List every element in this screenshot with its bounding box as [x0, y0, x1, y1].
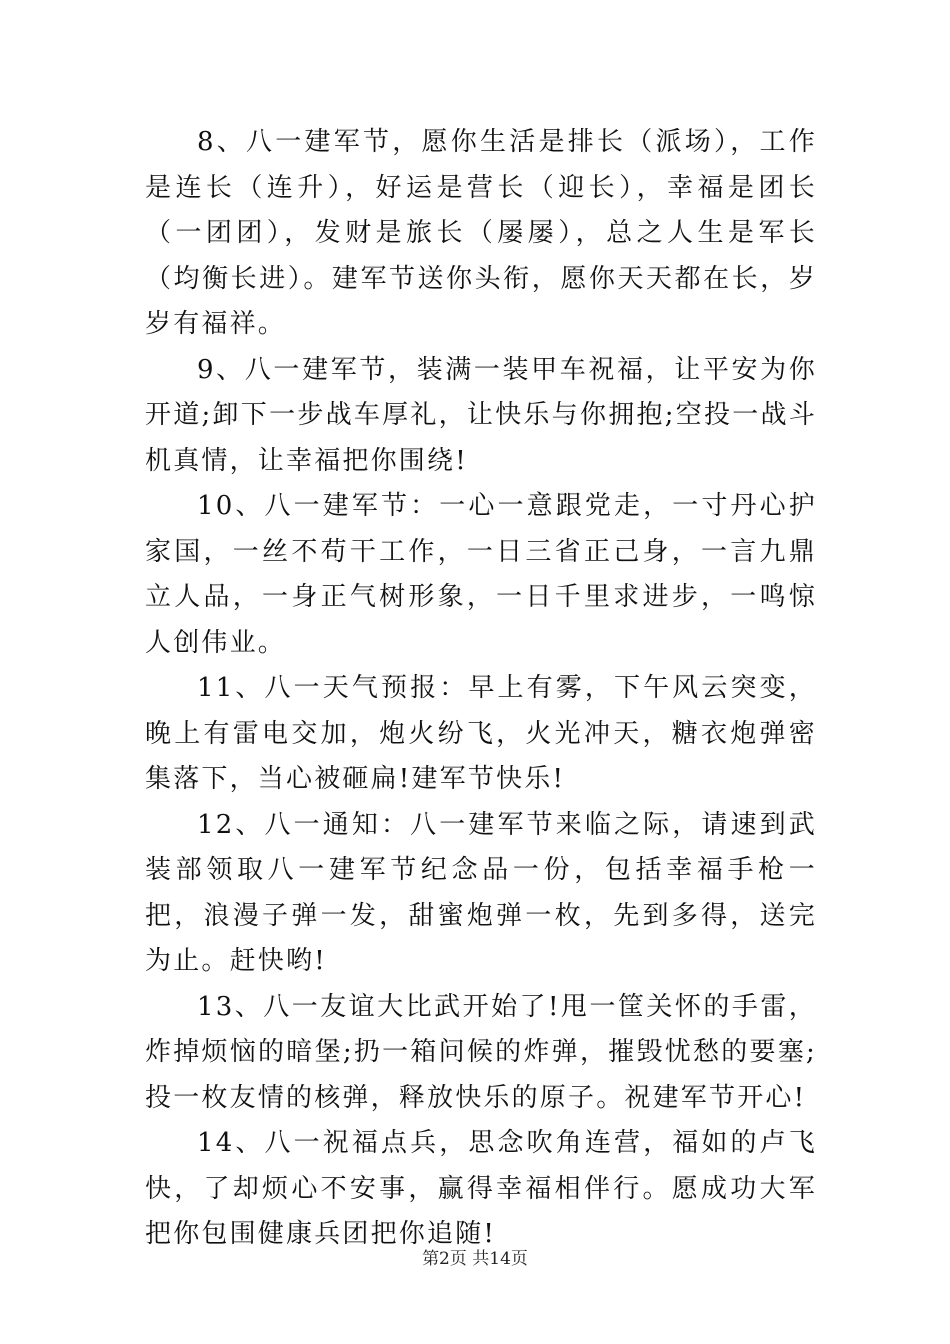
page-number-footer: 第2页 共14页	[422, 1249, 528, 1269]
paragraph-13: 13、八一友谊大比武开始了!甩一筐关怀的手雷，炸掉烦恼的暗堡;扔一箱问候的炸弹，摧毁忧愁的要塞;投一枚友情的核弹，释放快乐的原子。祝建军节开心!	[145, 991, 817, 1113]
document-body	[145, 120, 817, 1258]
paragraph-14: 14、八一祝福点兵，思念吹角连营，福如的卢飞快，了却烦心不安事，赢得幸福相伴行。愿成功大军把你包围健康兵团把你追随!	[145, 1128, 817, 1249]
paragraph-8: 8、八一建军节，愿你生活是排长（派场），工作是连长（连升），好运是营长（迎长），幸福是团长（一团团），发财是旅长（屡屡），总之人生是军长（均衡长进）。建军节送你头衔，愿你天天都在长，岁岁有福祥。	[145, 127, 817, 339]
paragraph-11: 11、八一天气预报：早上有雾，下午风云突变，晚上有雷电交加，炮火纷飞，火光冲天，糖衣炮弹密集落下，当心被砸扁!建军节快乐!	[145, 673, 817, 794]
paragraph-12: 12、八一通知：八一建军节来临之际，请速到武装部领取八一建军节纪念品一份，包括幸福手枪一把，浪漫子弹一发，甜蜜炮弹一枚，先到多得，送完为止。赶快哟!	[145, 809, 817, 976]
paragraph-10: 10、八一建军节：一心一意跟党走，一寸丹心护家国，一丝不苟干工作，一日三省正己身，一言九鼎立人品，一身正气树形象，一日千里求进步，一鸣惊人创伟业。	[145, 491, 817, 658]
paragraph-9: 9、八一建军节，装满一装甲车祝福，让平安为你开道;卸下一步战车厚礼，让快乐与你拥抱;空投一战斗机真情，让幸福把你围绕!	[145, 354, 817, 476]
